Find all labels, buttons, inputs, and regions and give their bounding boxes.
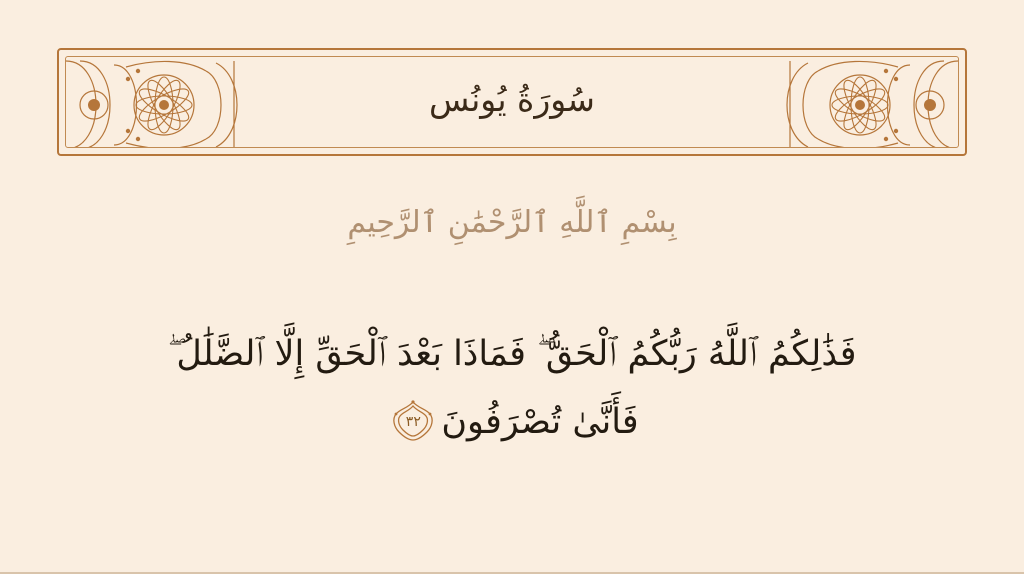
basmala-text: بِسْمِ ٱللَّهِ ٱلرَّحْمَٰنِ ٱلرَّحِيمِ [347,205,677,240]
ayah-line-2 [80,388,944,456]
surah-header-banner [57,48,967,156]
ayah-line-1: فَذَٰلِكُمُ ٱللَّهُ رَبُّكُمُ ٱلْحَقُّ ۖ فَمَاذَا بَعْدَ ٱلْحَقِّ إِلَّا ٱلضَّلَٰلُ ۖ [167,334,857,374]
ayah-text-block [80,320,944,457]
surah-header-banner-inner [65,56,959,148]
ayah-end-marker-icon [391,399,435,443]
ayah-line-2-text: فَأَنَّىٰ تُصْرَفُونَ [441,402,639,443]
surah-title: سُورَةُ يُونُس [429,79,595,119]
ayah-number: ٣٢ [405,413,421,430]
